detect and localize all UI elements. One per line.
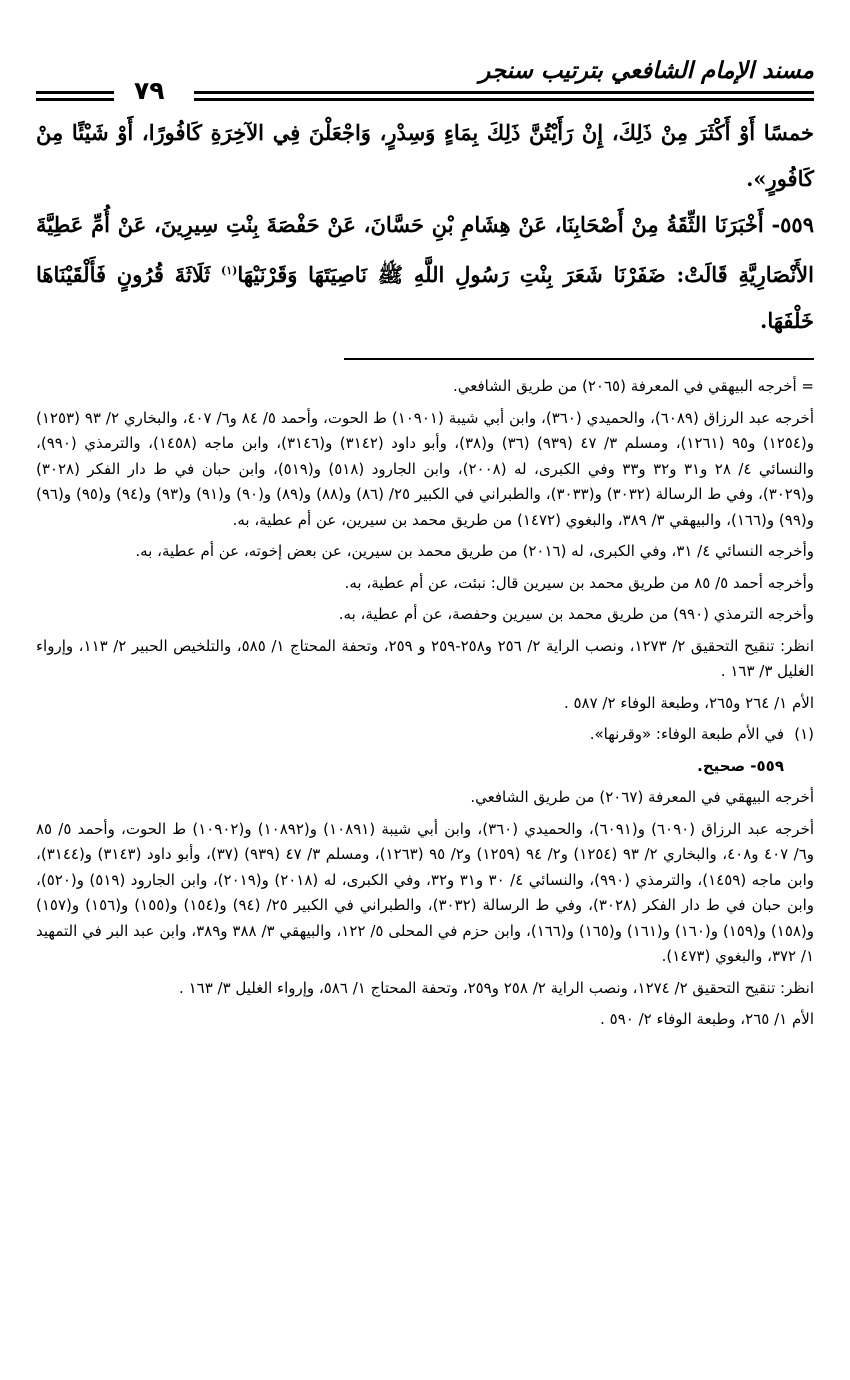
note: الأم ١/ ٢٦٤ و٢٦٥، وطبعة الوفاء ٢/ ٥٨٧ . <box>563 693 814 712</box>
footnote-1 <box>36 722 814 748</box>
note: = أخرجه البيهقي في المعرفة (٢٠٦٥) من طريق الشافعي. <box>452 377 814 395</box>
hadith-559 <box>36 202 814 344</box>
footnote-text: في الأم طبعة الوفاء: «وقرنها». <box>589 725 784 743</box>
footnote-number: (١) <box>794 725 814 743</box>
header-rule <box>36 98 114 101</box>
note: وأخرجه الترمذي (٩٩٠) من طريق محمد بن سيرين وحفصة، عن أم عطية، به. <box>338 605 814 623</box>
page-number: ٧٩ <box>134 76 165 105</box>
note: وأخرجه النسائي ٤/ ٣١، وفي الكبرى، له (٢٠١٦) من طريق محمد بن سيرين، عن بعض إخوته، عن أم عطية، به. <box>135 542 814 560</box>
note: انظر: تنقيح التحقيق ٢/ ١٢٧٣، ونصب الراية ٢/ ٢٥٦ و٢٥٨-٢٥٩ و ٢٥٩، وتحفة المحتاج ١/ ٥٨٥، والتلخيص الحبير ٢/ ١١٣، وإرواء الغليل ٣/ ١٦٣ . <box>36 636 814 680</box>
header-rule <box>36 91 114 94</box>
note: أخرجه عبد الرزاق (٦٠٨٩)، والحميدي (٣٦٠)، وابن أبي شيبة (١٠٩٠١) ط الحوت، وأحمد ٥/ ٨٤ و٦/ ٤٠٧، والبخاري ٢/ ٩٣ (١٢٥٣) و(١٢٥٤) و٩٥ (١٢٦١)، ومسلم ٣/ ٤٧ (٩٣٩) (٣٦) و(٣٨)، وأبو داود (٣١٤٢) و(٣١٤٦)، وابن ماجه (١٤٥٨)، والترمذي (٩٩٠)، والنسائي ٤/ ٢٨ و٣١ و٣٢ و٣٣ وفي الكبرى، له (٢٠٠٨)، وابن الجارود (٥١٨) و(٥١٩)، وابن حبان في ط دار الفكر (٣٠٢٨) و(٣٠٢٩)، وفي ط الرسالة (٣٠٣٢) و(٣٠٣٣)، والطبراني في الكبير ٢٥/ (٨٦) و(٨٨) و(٨٩) و(٩٠) و(٩١) و(٩٣) و(٩٤) و(٩٥) و(٩٦) و(٩٩) و(١٦٦)، والبيهقي ٣/ ٣٨٩، والبغوي (١٤٧٢) من طريق محمد بن سيرين، عن أم عطية، به. <box>36 408 815 529</box>
text-paragraph: خمسًا أَوْ أَكْثَرَ مِنْ ذَلِكَ، إِنْ رَأَيْتُنَّ ذَلِكَ بِمَاءٍ وَسِدْرٍ، وَاجْعَلْنَ فِي الآخِرَةِ كَافُورًا، أَوْ شَيْئًا مِنْ كَافُورٍ». <box>36 120 814 191</box>
footnote-separator <box>344 358 814 360</box>
note: أخرجه البيهقي في المعرفة (٢٠٦٧) من طريق الشافعي. <box>470 788 814 806</box>
book-title: مسند الإمام الشافعي بترتيب سنجر <box>479 58 814 84</box>
footnote-ref: (١) <box>221 264 238 277</box>
grading-heading: ٥٥٩- صحيح. <box>697 756 784 775</box>
hadith-text: ٥٥٩- أَخْبَرَنَا الثِّقَةُ مِنْ أَصْحَابِنَا، عَنْ هِشَامِ بْنِ حَسَّانَ، عَنْ حَفْصَةَ بِنْتِ سِيرِينَ، عَنْ أُمِّ عَطِيَّةَ الأَنْصَارِيَّةِ قَالَتْ: ضَفَرْنَا شَعَرَ بِنْتِ رَسُولِ اللَّهِ ﷺ نَاصِيَتَهَا وَقَرْنَيْهَا <box>36 212 814 287</box>
main-text <box>36 110 814 344</box>
book-page <box>36 58 814 1039</box>
header-rule <box>194 91 814 94</box>
note: انظر: تنقيح التحقيق ٢/ ١٢٧٤، ونصب الراية ٢/ ٢٥٨ و٢٥٩، وتحفة المحتاج ١/ ٥٨٦، وإرواء الغليل ٣/ ١٦٣ . <box>179 978 814 997</box>
note: وأخرجه أحمد ٥/ ٨٥ من طريق محمد بن سيرين قال: نبئت، عن أم عطية، به. <box>344 573 814 592</box>
hadith-text: ثَلَاثَةَ قُرُونٍ فَأَلْقَيْنَاهَا خَلْفَهَا. <box>36 262 814 333</box>
running-header <box>36 58 814 110</box>
footnotes <box>36 374 814 1033</box>
note: الأم ١/ ٢٦٥، وطبعة الوفاء ٢/ ٥٩٠ . <box>600 1010 814 1028</box>
note: أخرجه عبد الرزاق (٦٠٩٠) و(٦٠٩١)، والحميدي (٣٦٠)، وابن أبي شيبة (١٠٨٩١) و(١٠٨٩٢) و(١٠٩٠٢) ط الحوت، وأحمد ٥/ ٨٥ و٦/ ٤٠٧ و٤٠٨، والبخاري ٢/ ٩٣ (١٢٥٤) و٢/ ٩٤ (١٢٥٩) و٢/ ٩٥ (١٢٦٣)، ومسلم ٣/ ٤٧ (٩٣٩) (٣٧)، وأبو داود (٣١٤٣) و(٣١٤٤)، وابن ماجه (١٤٥٩)، والترمذي (٩٩٠)، والنسائي ٤/ ٣٠ و٣١ و٣٢، وفي الكبرى، له (٢٠١٨) و(٢٠١٩)، وابن الجارود (٥١٩) و(٥٢٠)، وابن حبان في ط دار الفكر (٣٠٢٨)، وفي ط الرسالة (٣٠٣٢)، والطبراني في الكبير ٢٥/ (٩٤) و(١٥٤) و(١٥٥) و(١٥٦) و(١٥٧) و(١٥٨) و(١٥٩) و(١٦٠) و(١٦١) و(١٦٥) و(١٦٦)، وابن حزم في المحلى ٥/ ١٢٢، والبيهقي ٣/ ٣٨٨ و٣٨٩، وابن عبد البر في التمهيد ١/ ٣٧٢، والبغوي (١٤٧٣). <box>36 819 815 965</box>
header-rule <box>194 98 814 101</box>
